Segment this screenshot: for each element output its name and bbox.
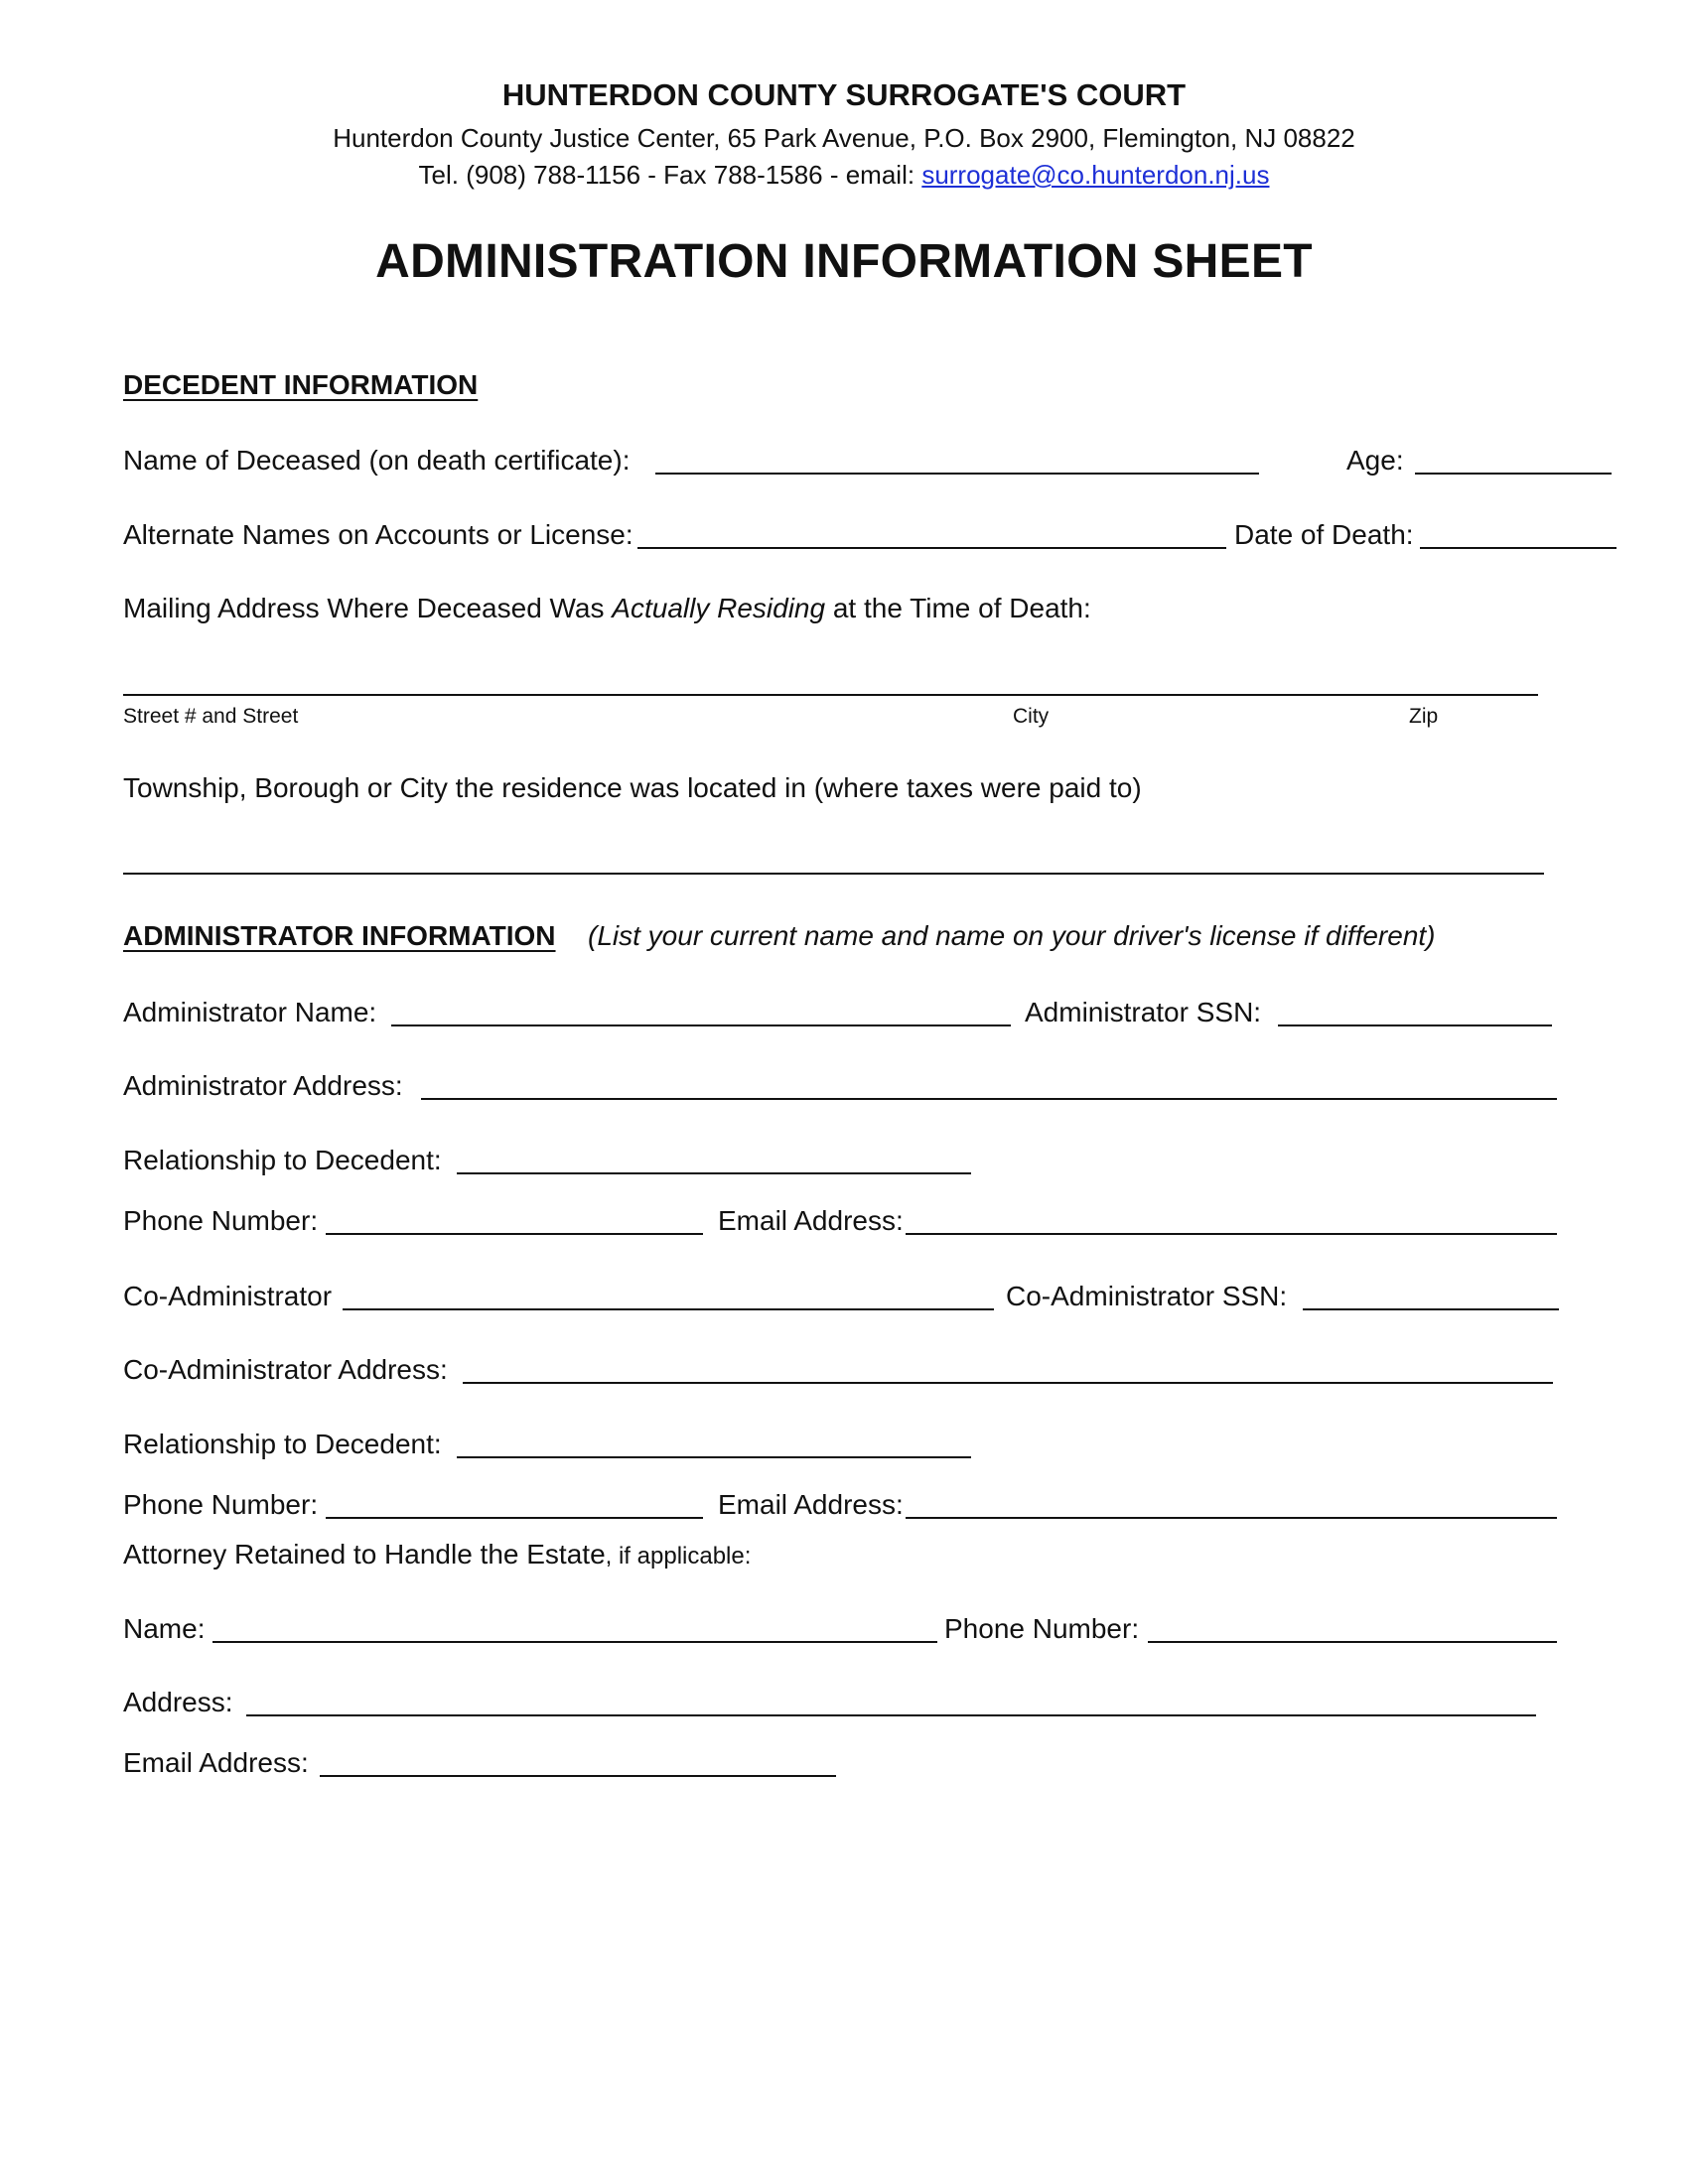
attorney-email-field[interactable]: [320, 1775, 836, 1777]
township-label: Township, Borough or City the residence was located in (where taxes were paid to): [123, 772, 1142, 803]
mailing-label-part-b: at the Time of Death:: [825, 593, 1091, 623]
attorney-label-main: Attorney Retained to Handle the Estate: [123, 1539, 606, 1570]
administrator-address-label: Administrator Address:: [123, 1070, 403, 1101]
phone-number-label: Phone Number:: [123, 1205, 319, 1236]
age-label: Age:: [1346, 445, 1404, 476]
administrator-address-field[interactable]: [421, 1098, 1557, 1100]
co-administrator-label: Co-Administrator: [123, 1281, 333, 1311]
zip-caption: Zip: [1409, 705, 1439, 728]
co-relationship-field[interactable]: [457, 1456, 971, 1458]
attorney-phone-label: Phone Number:: [944, 1613, 1140, 1644]
contact-text: Tel. (908) 788-1156 - Fax 788-1586 - email:: [418, 160, 922, 190]
co-email-address-label: Email Address:: [718, 1489, 904, 1520]
co-administrator-ssn-field[interactable]: [1303, 1308, 1559, 1310]
mailing-label-part-a: Mailing Address Where Deceased Was: [123, 593, 613, 623]
administrator-ssn-label: Administrator SSN:: [1025, 997, 1262, 1027]
attorney-phone-field[interactable]: [1148, 1641, 1557, 1643]
co-administrator-address-field[interactable]: [463, 1382, 1553, 1384]
decedent-heading: DECEDENT INFORMATION: [123, 369, 479, 400]
co-relationship-label: Relationship to Decedent:: [123, 1429, 442, 1459]
court-address: Hunterdon County Justice Center, 65 Park Avenue, P.O. Box 2900, Flemington, NJ 08822: [333, 123, 1355, 153]
administrator-heading: ADMINISTRATOR INFORMATION: [123, 920, 556, 951]
co-administrator-ssn-label: Co-Administrator SSN:: [1006, 1281, 1288, 1311]
co-administrator-address-label: Co-Administrator Address:: [123, 1354, 448, 1385]
administrator-name-field[interactable]: [391, 1024, 1011, 1026]
mailing-address-label: [123, 593, 1091, 624]
attorney-address-label: Address:: [123, 1687, 233, 1717]
administrator-ssn-field[interactable]: [1278, 1024, 1552, 1026]
co-email-address-field[interactable]: [906, 1517, 1557, 1519]
administrator-name-label: Administrator Name:: [123, 997, 377, 1027]
relationship-label: Relationship to Decedent:: [123, 1145, 442, 1175]
attorney-label: [123, 1539, 751, 1570]
mailing-label-emphasis: Actually Residing: [612, 593, 826, 623]
co-administrator-field[interactable]: [343, 1308, 994, 1310]
attorney-address-field[interactable]: [246, 1714, 1536, 1716]
relationship-field[interactable]: [457, 1172, 971, 1174]
township-field[interactable]: [123, 873, 1544, 875]
email-address-label: Email Address:: [718, 1205, 904, 1236]
alternate-names-label: Alternate Names on Accounts or License:: [123, 519, 633, 550]
co-phone-number-field[interactable]: [326, 1517, 703, 1519]
co-phone-number-label: Phone Number:: [123, 1489, 319, 1520]
administrator-note: (List your current name and name on your driver's license if different): [588, 920, 1436, 951]
alternate-names-field[interactable]: [637, 547, 1226, 549]
court-name: HUNTERDON COUNTY SURROGATE'S COURT: [501, 77, 1187, 112]
mailing-address-field[interactable]: [123, 694, 1538, 696]
date-of-death-label: Date of Death:: [1234, 519, 1414, 550]
age-field[interactable]: [1415, 473, 1612, 475]
deceased-name-field[interactable]: [655, 473, 1259, 475]
date-of-death-field[interactable]: [1420, 547, 1617, 549]
city-caption: City: [1013, 705, 1050, 728]
page-title: ADMINISTRATION INFORMATION SHEET: [375, 235, 1313, 288]
street-caption: Street # and Street: [123, 705, 299, 728]
attorney-name-label: Name:: [123, 1613, 206, 1644]
attorney-label-suffix: , if applicable:: [605, 1543, 752, 1570]
attorney-email-label: Email Address:: [123, 1747, 309, 1778]
email-address-field[interactable]: [906, 1233, 1557, 1235]
deceased-name-label: Name of Deceased (on death certificate):: [123, 445, 631, 476]
phone-number-field[interactable]: [326, 1233, 703, 1235]
court-contact: [0, 160, 1688, 191]
attorney-name-field[interactable]: [212, 1641, 937, 1643]
email-link[interactable]: surrogate@co.hunterdon.nj.us: [921, 160, 1270, 190]
